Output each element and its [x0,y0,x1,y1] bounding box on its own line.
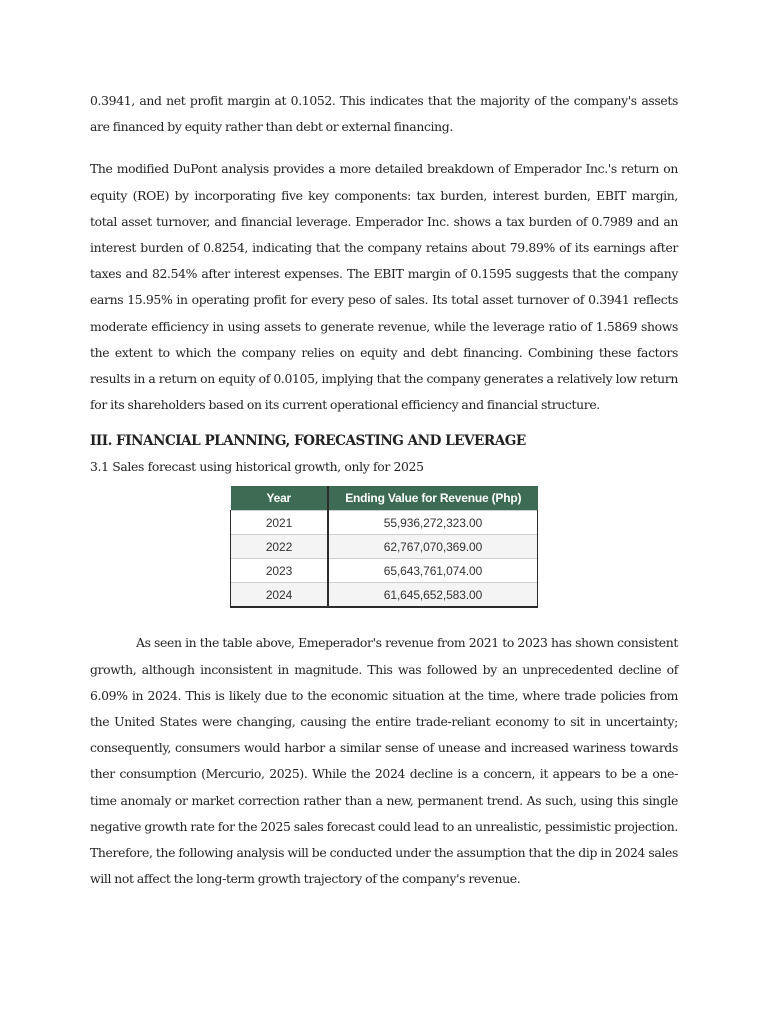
revenue-column-header: Ending Value for Revenue (Php) [328,486,538,511]
revenue-cell: 62,767,070,369.00 [328,535,538,559]
year-cell: 2022 [231,535,329,559]
table-header-row [231,486,538,511]
table-row [231,511,538,535]
analysis-paragraph: As seen in the table above, Emeperador's revenue from 2021 to 2023 has shown consistent growth, although inconsistent in magnitude. This was followed by an unprecedented decline of 6.09% in 2024. This is likely due to the economic situation at the time, where trade policies from the United States were changing, causing the entire trade-reliant economy to sit in uncertainty; consequently, consumers would harbor a similar sense of unease and increased wariness towards ther consumption (Mercurio, 2025). While the 2024 decline is a concern, it appears to be a one-time anomaly or market correction rather than a new, permanent trend. As such, using this single negative growth rate for the 2025 sales forecast could lead to an unrealistic, pessimistic projection. Therefore, the following analysis will be conducted under the assumption that the dip in 2024 sales will not affect the long-term growth trajectory of the company's revenue. [90,635,678,887]
revenue-cell: 65,643,761,074.00 [328,559,538,583]
table-row [231,583,538,608]
section-heading: III. FINANCIAL PLANNING, FORECASTING AND LEVERAGE [90,433,526,450]
revenue-table [230,486,538,608]
dupont-paragraph: The modified DuPont analysis provides a more detailed breakdown of Emperador Inc.'s return on equity (ROE) by incorporating five key components: tax burden, interest burden, EBIT margin, total asset turnover, and financial leverage. Emperador Inc. shows a tax burden of 0.7989 and an interest burden of 0.8254, indicating that the company retains about 79.89% of its earnings after taxes and 82.54% after interest expenses. The EBIT margin of 0.1595 suggests that the company earns 15.95% in operating profit for every peso of sales. Its total asset turnover of 0.3941 reflects moderate efficiency in using assets to generate revenue, while the leverage ratio of 1.5869 shows the extent to which the company relies on equity and debt financing. Combining these factors results in a return on equity of 0.0105, implying that the company generates a relatively low return for its shareholders based on its current operational efficiency and financial structure. [90,161,678,413]
table-row [231,559,538,583]
year-column-header: Year [231,486,329,511]
year-cell: 2024 [231,583,329,608]
year-cell: 2021 [231,511,329,535]
revenue-cell: 61,645,652,583.00 [328,583,538,608]
intro-paragraph: 0.3941, and net profit margin at 0.1052. This indicates that the majority of the company's assets are financed by equity rather than debt or external financing. [90,93,678,135]
revenue-cell: 55,936,272,323.00 [328,511,538,535]
document-page [90,88,678,892]
year-cell: 2023 [231,559,329,583]
table-row [231,535,538,559]
section-subheading: 3.1 Sales forecast using historical growth, only for 2025 [90,459,424,475]
